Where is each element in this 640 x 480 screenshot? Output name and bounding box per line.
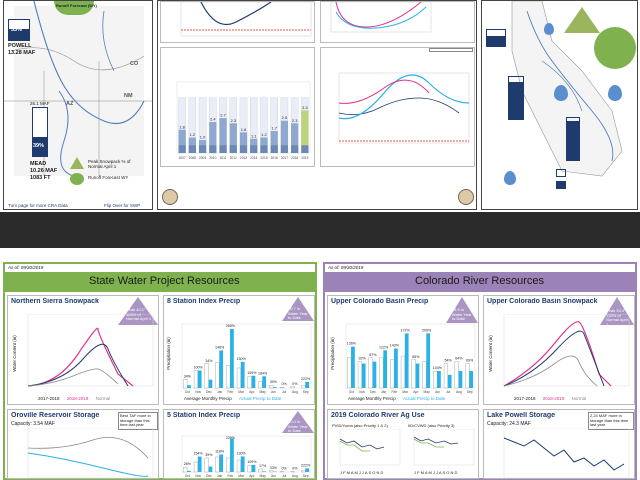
emergency-bar bbox=[219, 145, 226, 153]
bar bbox=[209, 380, 213, 388]
bar bbox=[448, 375, 452, 388]
tick-label: May bbox=[423, 390, 430, 394]
san-luis-gauge bbox=[486, 29, 506, 47]
ag-use-panel bbox=[327, 409, 479, 479]
tick-label: Oct bbox=[184, 474, 190, 478]
data-label: 0% bbox=[292, 466, 298, 471]
disclaimer-block bbox=[160, 171, 476, 209]
bar bbox=[394, 348, 398, 388]
la-drop-icon bbox=[554, 85, 568, 101]
bar bbox=[369, 358, 373, 388]
data-label: 0% bbox=[292, 381, 298, 386]
tick-label: Apr bbox=[249, 390, 255, 394]
bar bbox=[219, 454, 223, 472]
tick-label: Jul bbox=[446, 390, 451, 394]
ns-legend-2018: 2018-2019 bbox=[66, 396, 89, 401]
bar bbox=[262, 376, 266, 388]
emergency-bar bbox=[281, 145, 288, 153]
bar bbox=[358, 362, 362, 388]
bar bbox=[248, 466, 252, 472]
data-label: 54% bbox=[444, 358, 452, 363]
legend-drop-icon bbox=[504, 171, 516, 185]
page-separator bbox=[0, 212, 640, 248]
tick-label: Mar bbox=[238, 474, 244, 478]
tick-label: Apr bbox=[413, 390, 419, 394]
castaic-gauge bbox=[508, 76, 524, 120]
bar bbox=[205, 458, 209, 472]
tick-label: Sep bbox=[302, 474, 309, 478]
tick-label: Nov bbox=[195, 390, 202, 394]
bar bbox=[262, 471, 266, 472]
mwd-bar-chart bbox=[169, 76, 314, 161]
ns-title: Northern Sierra Snowpack bbox=[11, 298, 99, 305]
data-label: 104% bbox=[432, 366, 442, 371]
data-label: 26% bbox=[183, 462, 191, 467]
emergency-bar bbox=[301, 145, 308, 153]
data-label: 64% bbox=[455, 356, 463, 361]
bar bbox=[305, 382, 309, 388]
bar bbox=[216, 363, 220, 388]
bar bbox=[219, 350, 223, 388]
bar bbox=[302, 385, 306, 388]
legend-capacity-box bbox=[556, 169, 566, 177]
data-label: 209% bbox=[422, 328, 432, 333]
data-label: 30% bbox=[269, 380, 277, 385]
mead-capacity: 26.1 MAF bbox=[30, 101, 50, 106]
cra-title: Colorado River Resources bbox=[415, 275, 544, 287]
eight-legend-avg: Average Monthly Precip bbox=[184, 396, 232, 401]
bar bbox=[437, 371, 441, 388]
data-label: 1.0 bbox=[199, 134, 206, 140]
data-label: 85% bbox=[412, 354, 420, 359]
eight-station-bar-chart bbox=[178, 314, 313, 394]
bar bbox=[305, 468, 309, 472]
five-station-panel bbox=[163, 409, 315, 479]
mead-name: MEAD bbox=[30, 161, 47, 167]
data-label: 2.7 bbox=[220, 112, 226, 118]
tick-label: Jun bbox=[434, 390, 441, 394]
northern-sierra-panel bbox=[7, 295, 159, 405]
left-footer-link-swp[interactable]: Flip Over for SWP bbox=[104, 203, 141, 208]
bar bbox=[187, 471, 191, 472]
oroville-note: Best TAF more in storage than this time last year bbox=[118, 412, 158, 430]
left-footer-link-cra[interactable]: Turn page for more CRA Data bbox=[8, 203, 68, 208]
bar bbox=[252, 465, 256, 472]
data-label: 143% bbox=[389, 343, 399, 348]
dvl-gauge bbox=[566, 117, 580, 161]
tick-label: 2019 bbox=[301, 156, 309, 160]
tick-label: Aug bbox=[291, 390, 298, 394]
data-label: 1.8 bbox=[179, 124, 185, 130]
bar bbox=[237, 460, 241, 472]
tick-label: Feb bbox=[391, 390, 398, 394]
mead-pct: 39% bbox=[33, 143, 45, 149]
mead-volume: 10.26 MAF bbox=[30, 168, 58, 174]
shasta-line-chart bbox=[329, 68, 474, 153]
data-label: 222% bbox=[301, 376, 311, 381]
ucb-legend-actual: Actual Precip to Date bbox=[402, 396, 446, 401]
bar bbox=[380, 358, 384, 388]
tahoe-drop-icon bbox=[544, 23, 554, 35]
data-label: 69% bbox=[466, 358, 474, 363]
ns-snowpack-chart bbox=[23, 314, 158, 394]
bar bbox=[433, 371, 437, 388]
state-co: CO bbox=[130, 61, 139, 67]
bar bbox=[383, 350, 387, 388]
five-station-bar-chart bbox=[178, 426, 313, 478]
ucs-snowpack-panel bbox=[483, 295, 635, 405]
ns-ylabel: Water Content (in) bbox=[11, 335, 17, 372]
data-label: 2.3 bbox=[230, 117, 237, 123]
ag-months-left: J F M A M J J A S O N D bbox=[340, 470, 384, 475]
tick-label: Sep bbox=[302, 390, 309, 394]
eight-legend-actual: Actual Precip to Date bbox=[238, 396, 282, 401]
bar bbox=[252, 376, 256, 388]
separator-bottom bbox=[0, 248, 640, 260]
powell-storage-capacity: Capacity: 24.3 MAF bbox=[487, 421, 531, 427]
bar bbox=[259, 382, 263, 388]
tick-label: May bbox=[259, 390, 266, 394]
emergency-bar bbox=[250, 145, 257, 153]
bar bbox=[269, 385, 273, 388]
powell-storage-title: Lake Powell Storage bbox=[487, 412, 556, 419]
bar bbox=[241, 362, 245, 388]
mwd-storage-panel bbox=[160, 47, 315, 167]
eight-ylabel: Precipitation (in) bbox=[165, 337, 171, 370]
ns-note: Peak 40.1" 165% of Normal April 1 bbox=[126, 307, 152, 321]
shasta-legend bbox=[351, 156, 357, 161]
data-label: 122% bbox=[379, 345, 389, 350]
data-label: 239% bbox=[225, 436, 235, 440]
pvid-chart bbox=[332, 429, 402, 473]
bar bbox=[216, 457, 220, 472]
tick-label: May bbox=[259, 474, 266, 478]
bar bbox=[259, 469, 263, 472]
data-label: 2.4 bbox=[210, 116, 216, 122]
bar bbox=[362, 364, 366, 388]
center-report-panel bbox=[157, 0, 477, 210]
tick-label: 2012 bbox=[229, 156, 237, 160]
bar bbox=[466, 364, 470, 388]
data-label: 1.6 bbox=[240, 126, 247, 132]
emergency-bar bbox=[209, 145, 216, 153]
state-nm: NM bbox=[124, 93, 133, 99]
bar bbox=[469, 371, 473, 388]
data-label: 3.3 bbox=[302, 104, 308, 110]
data-label: 0% bbox=[281, 466, 287, 471]
ucb-title: Upper Colorado Basin Precip bbox=[331, 298, 429, 305]
colorado-map-panel bbox=[3, 0, 153, 210]
eight-note: 70.7 in Water Year to Date bbox=[288, 306, 308, 320]
tick-label: Oct bbox=[348, 390, 354, 394]
lake-powell-panel bbox=[483, 409, 635, 479]
tick-label: Mar bbox=[238, 390, 244, 394]
emergency-bar bbox=[189, 145, 196, 153]
data-label: 92% bbox=[358, 356, 366, 361]
tick-label: Feb bbox=[227, 390, 234, 394]
data-label: 1.2 bbox=[189, 132, 196, 138]
data-label: 222% bbox=[301, 463, 311, 468]
tick-label: Mar bbox=[402, 390, 408, 394]
bar bbox=[187, 385, 191, 388]
bar bbox=[230, 439, 234, 472]
emergency-bar bbox=[240, 145, 247, 153]
powell-storage-note: 2.24 MAF more in storage than this time last year bbox=[588, 412, 634, 430]
runoff-legend-icon bbox=[70, 173, 84, 185]
tick-label: 2011 bbox=[219, 156, 227, 160]
top-snippet-chart-right bbox=[320, 1, 475, 43]
tick-label: Feb bbox=[227, 474, 234, 478]
peak-snowpack-legend: Peak Snowpack % of Normal April 1 bbox=[88, 159, 131, 169]
bar bbox=[198, 457, 202, 472]
five-note: 50.0 in Water Year to Date bbox=[288, 419, 308, 433]
ucb-precip-panel bbox=[327, 295, 479, 405]
bar bbox=[444, 364, 448, 388]
runoff-forecast-circle bbox=[594, 27, 636, 69]
tick-label: 2007 bbox=[178, 156, 186, 160]
bar bbox=[269, 471, 273, 472]
tick-label: Nov bbox=[359, 390, 366, 394]
emergency-bar bbox=[199, 145, 206, 153]
bar bbox=[373, 362, 377, 388]
ucs-legend-2018: 2018-2019 bbox=[542, 396, 565, 401]
mead-elevation: 1083 FT bbox=[30, 175, 51, 181]
bar bbox=[248, 377, 252, 388]
ucb-note: 34.9 in Water Year to Date bbox=[452, 307, 472, 321]
mead-gauge bbox=[32, 107, 48, 157]
runoff-forecast-label: Runoff Forecast (WY) bbox=[56, 3, 97, 8]
snippet-right-legend bbox=[336, 35, 348, 40]
data-label: 1.1 bbox=[250, 133, 257, 139]
top-report-sheet bbox=[0, 0, 640, 212]
ucb-ylabel: Precipitation (in) bbox=[329, 337, 335, 370]
bar bbox=[459, 371, 463, 388]
bar bbox=[455, 362, 459, 388]
data-label: 109% bbox=[247, 460, 257, 464]
tick-label: Jan bbox=[216, 474, 223, 478]
data-label: 1.2 bbox=[261, 132, 267, 138]
data-label: 39% bbox=[205, 453, 213, 457]
bar bbox=[351, 347, 355, 388]
bar bbox=[241, 456, 245, 472]
tick-label: 2014 bbox=[250, 156, 258, 160]
ns-legend-2017: 2017-2018 bbox=[38, 396, 60, 401]
data-label: 2.5 bbox=[281, 115, 288, 121]
top-snippet-left-plot bbox=[161, 2, 316, 44]
swp-resources-section bbox=[3, 262, 317, 480]
swp-as-of: As of: 09/30/2019 bbox=[8, 265, 44, 270]
data-label: 109% bbox=[247, 370, 257, 375]
tick-label: Sep bbox=[466, 390, 473, 394]
data-label: 154% bbox=[193, 451, 203, 456]
bar bbox=[280, 387, 284, 388]
pvid-label: PVID/Yuma (also Priority 1 & 2) bbox=[332, 423, 388, 428]
emergency-bar bbox=[291, 145, 298, 153]
tick-label: Jul bbox=[282, 474, 287, 478]
oroville-title: Oroville Reservoir Storage bbox=[11, 412, 100, 419]
ucb-legend bbox=[348, 396, 445, 401]
data-label: 265% bbox=[225, 324, 235, 329]
eight-legend bbox=[184, 396, 281, 401]
tick-label: Jan bbox=[380, 390, 387, 394]
swp-map-panel bbox=[481, 0, 638, 210]
tick-label: 2013 bbox=[239, 156, 248, 160]
ns-legend bbox=[38, 396, 110, 401]
seal-right-icon bbox=[458, 189, 474, 205]
legend-current-box bbox=[556, 181, 566, 189]
tick-label: Apr bbox=[249, 474, 255, 478]
ns-legend-normal: Normal bbox=[95, 396, 111, 401]
bar bbox=[230, 329, 234, 388]
tick-label: 2017 bbox=[280, 156, 288, 160]
ucs-legend-2017: 2017-2018 bbox=[514, 396, 536, 401]
iid-label: IID/CVWD (also Priority 3) bbox=[408, 423, 455, 428]
tick-label: 2015 bbox=[260, 156, 268, 160]
eight-station-panel bbox=[163, 295, 315, 405]
sd-drop-icon bbox=[608, 85, 622, 101]
tick-label: Dec bbox=[205, 390, 212, 394]
data-label: 87% bbox=[369, 352, 377, 357]
tick-label: Oct bbox=[184, 390, 190, 394]
oroville-chart bbox=[23, 428, 158, 478]
ucs-ylabel: Water Content (in) bbox=[487, 335, 493, 372]
ucb-precip-bar-chart bbox=[342, 314, 477, 394]
tick-label: Jun bbox=[270, 390, 277, 394]
shasta-note bbox=[429, 48, 473, 52]
bar bbox=[226, 458, 230, 472]
bar bbox=[390, 360, 394, 388]
data-label: 0% bbox=[281, 382, 287, 387]
data-label: 130% bbox=[236, 356, 246, 361]
data-label: 33% bbox=[269, 465, 277, 470]
bar bbox=[273, 387, 277, 388]
bar bbox=[405, 333, 409, 388]
bar bbox=[412, 360, 416, 388]
top-snippet-chart-left bbox=[160, 1, 315, 43]
ucs-note: Peak 33.4" 132% of Normal April 1 bbox=[606, 308, 628, 327]
iid-chart bbox=[406, 429, 476, 473]
ucs-snowpack-chart bbox=[499, 314, 634, 394]
oroville-capacity: Capacity: 3.54 MAF bbox=[11, 421, 55, 427]
data-label: 172% bbox=[400, 328, 410, 333]
tick-label: Dec bbox=[369, 390, 376, 394]
bar bbox=[426, 333, 430, 388]
bar bbox=[183, 467, 187, 472]
lake-shasta-panel bbox=[320, 47, 475, 167]
data-label: 2.3 bbox=[291, 117, 298, 123]
bar bbox=[205, 364, 209, 388]
tick-label: 2018 bbox=[291, 156, 299, 160]
powell-name: POWELL bbox=[8, 43, 32, 49]
bar bbox=[194, 462, 198, 472]
tick-label: 2010 bbox=[209, 156, 217, 160]
ag-use-title: 2019 Colorado River Ag Use bbox=[331, 412, 425, 419]
state-az: AZ bbox=[66, 101, 74, 107]
tick-label: Nov bbox=[195, 474, 202, 478]
bar bbox=[416, 364, 420, 388]
data-label: 100% bbox=[193, 365, 203, 370]
data-label: 1.7 bbox=[271, 125, 277, 131]
five-title: 5 Station Index Precip bbox=[167, 412, 241, 419]
data-label: 118% bbox=[215, 449, 225, 454]
bar bbox=[302, 470, 306, 472]
tick-label: 2009 bbox=[199, 156, 207, 160]
cra-as-of: As of: 09/30/2019 bbox=[328, 265, 364, 270]
tick-label: Dec bbox=[205, 474, 212, 478]
bar bbox=[194, 370, 198, 388]
data-label: 34% bbox=[205, 358, 213, 363]
data-label: 148% bbox=[215, 345, 225, 350]
tick-label: Jun bbox=[270, 474, 277, 478]
ucs-legend-normal: Normal bbox=[571, 396, 587, 401]
runoff-legend: Runoff Forecast WY bbox=[88, 175, 129, 180]
powell-pct: 55% bbox=[11, 27, 23, 33]
data-label: 136% bbox=[346, 341, 356, 346]
data-label: 17% bbox=[259, 464, 267, 468]
eight-title: 8 Station Index Precip bbox=[167, 298, 241, 305]
data-label: 184% bbox=[258, 371, 268, 376]
data-label: 130% bbox=[236, 451, 246, 456]
bar bbox=[183, 380, 187, 388]
bar bbox=[423, 362, 427, 388]
ag-months-right: J F M A M J J A S O N D bbox=[414, 470, 458, 475]
ucs-legend bbox=[514, 396, 586, 401]
cra-resources-section bbox=[323, 262, 637, 480]
bar bbox=[401, 356, 405, 388]
tick-label: Jul bbox=[282, 390, 287, 394]
swp-title: State Water Project Resources bbox=[89, 275, 240, 287]
tick-label: Aug bbox=[455, 390, 462, 394]
powell-storage-chart bbox=[499, 428, 634, 478]
bar bbox=[209, 467, 213, 472]
seal-left-icon bbox=[162, 189, 178, 205]
emergency-bar bbox=[179, 145, 186, 153]
powell-volume: 13.28 MAF bbox=[8, 50, 36, 56]
bar bbox=[226, 366, 230, 388]
emergency-bar bbox=[230, 145, 237, 153]
data-label: 34% bbox=[183, 374, 191, 379]
oroville-panel bbox=[7, 409, 159, 479]
tick-label: 2008 bbox=[188, 156, 196, 160]
bar bbox=[291, 387, 295, 388]
emergency-bar bbox=[260, 145, 267, 153]
emergency-bar bbox=[271, 145, 278, 153]
tick-label: Jan bbox=[216, 390, 223, 394]
ucs-title: Upper Colorado Basin Snowpack bbox=[487, 298, 598, 305]
bar bbox=[237, 368, 241, 388]
tick-label: 2016 bbox=[270, 156, 278, 160]
ucb-legend-avg: Average Monthly Precip bbox=[348, 396, 396, 401]
bar bbox=[347, 358, 351, 388]
tick-label: Aug bbox=[291, 474, 298, 478]
bar bbox=[198, 370, 202, 388]
